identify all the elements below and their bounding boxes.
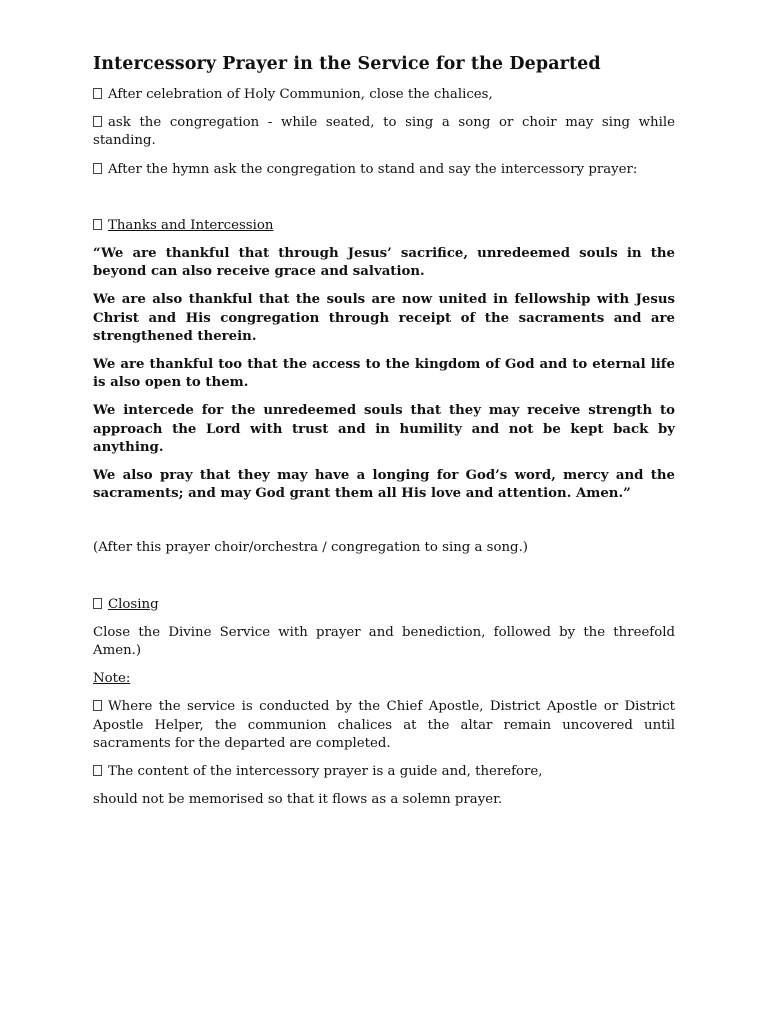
closing-text: Close the Divine Service with prayer and benediction, followed by the threefold Amen.) bbox=[93, 624, 675, 659]
prayer-paragraph: We are thankful too that the access to the kingdom of God and to eternal life is also open to them. bbox=[93, 357, 675, 391]
bullet-icon bbox=[93, 598, 102, 609]
prayer-paragraph: We also pray that they may have a longing for God’s word, mercy and the sacraments; and may God grant them all His love and attention. Amen.” bbox=[93, 468, 675, 502]
note-continuation: should not be memorised so that it flows as a solemn prayer. bbox=[93, 792, 503, 808]
note-item-text: The content of the intercessory prayer is a guide and, therefore, bbox=[108, 764, 543, 780]
bullet-icon bbox=[93, 163, 102, 174]
note-heading-text: Note: bbox=[93, 671, 131, 687]
instruction-text: After the hymn ask the congregation to stand and say the intercessory prayer: bbox=[108, 161, 638, 177]
section-heading-text: Thanks and Intercession bbox=[108, 217, 274, 233]
section-heading-text: Closing bbox=[108, 596, 159, 612]
bullet-icon bbox=[93, 700, 102, 711]
section-heading-thanks bbox=[93, 217, 675, 235]
bullet-icon bbox=[93, 765, 102, 776]
note-item-text: Where the service is conducted by the Chief Apostle, District Apostle or District Apostle Helper, the communion chalices at the altar remain uncovered until sacraments for the departed are completed. bbox=[93, 699, 675, 751]
instruction-item bbox=[93, 161, 675, 179]
bullet-icon bbox=[93, 219, 102, 230]
after-prayer-note: (After this prayer choir/orchestra / congregation to sing a song.) bbox=[93, 540, 528, 556]
instruction-item bbox=[93, 86, 675, 104]
prayer-paragraph: We are also thankful that the souls are now united in fellowship with Jesus Christ and His congregation through receipt of the sacraments and are strengthened therein. bbox=[93, 292, 675, 344]
prayer-paragraph: “We are thankful that through Jesus’ sacrifice, unredeemed souls in the beyond can also receive grace and salvation. bbox=[93, 246, 675, 280]
instruction-text: ask the congregation - while seated, to sing a song or choir may sing while standing. bbox=[93, 115, 675, 149]
bullet-icon bbox=[93, 116, 102, 127]
instruction-item bbox=[93, 114, 675, 150]
note-item bbox=[93, 698, 675, 753]
prayer-paragraph: We intercede for the unredeemed souls that they may receive strength to approach the Lord with trust and in humility and not be kept back by anything. bbox=[93, 403, 675, 455]
bullet-icon bbox=[93, 88, 102, 99]
instruction-text: After celebration of Holy Communion, close the chalices, bbox=[108, 87, 493, 102]
page-title: Intercessory Prayer in the Service for the Departed bbox=[93, 54, 601, 74]
document-page bbox=[93, 52, 675, 809]
note-item bbox=[93, 763, 675, 781]
note-heading bbox=[93, 670, 675, 688]
section-heading-closing bbox=[93, 596, 675, 614]
